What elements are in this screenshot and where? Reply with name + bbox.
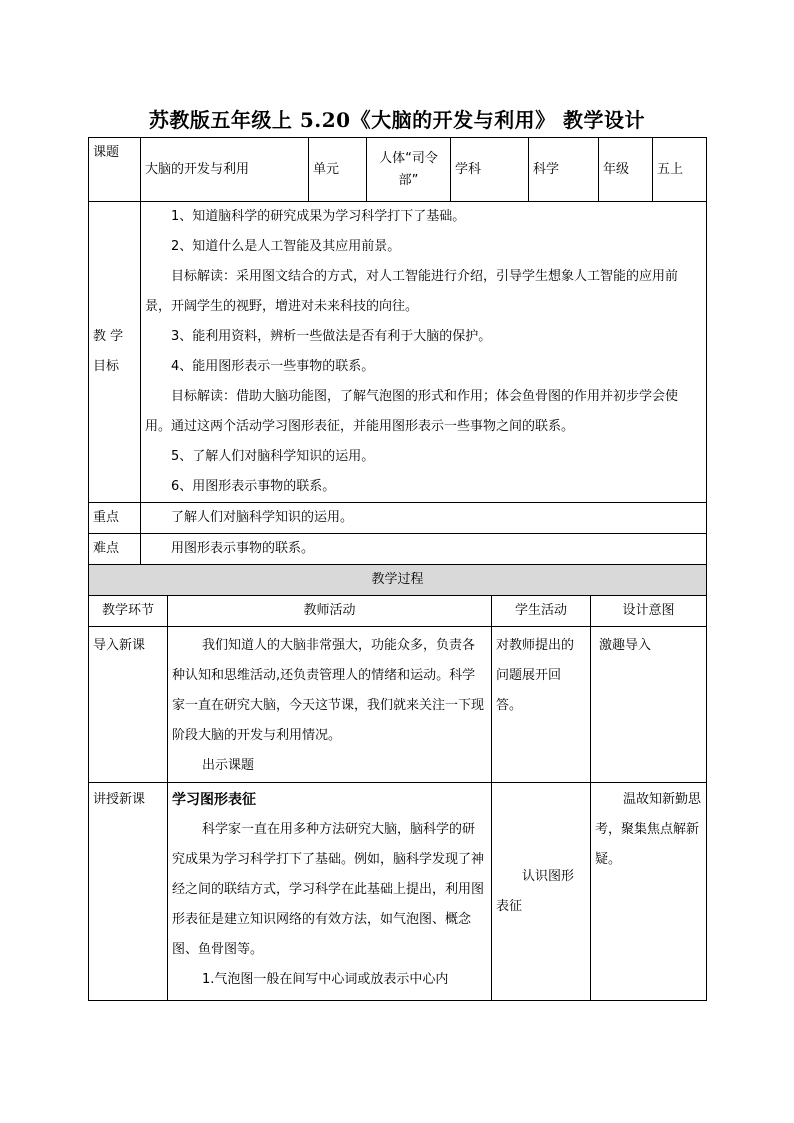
document-title: 苏教版五年级上 5.20《大脑的开发与利用》 教学设计 — [148, 108, 646, 132]
student-activity-cell: 认识图形表征 — [492, 783, 591, 1001]
stage-cell: 讲授新课 — [89, 783, 168, 1001]
objective-item: 2、知道什么是人工智能及其应用前景。 — [171, 239, 401, 254]
info-table — [88, 137, 707, 565]
key-point-label: 重点 — [89, 503, 141, 534]
key-point-value: 了解人们对脑科学知识的运用。 — [141, 503, 707, 534]
difficulty-value: 用图形表示事物的联系。 — [141, 534, 707, 565]
info-row — [89, 138, 707, 202]
column-header-teacher: 教师活动 — [168, 596, 492, 627]
table-row — [89, 627, 707, 783]
teacher-activity-cell — [168, 783, 492, 1001]
topic-label: 课题 — [89, 138, 141, 202]
teacher-paragraph: 1.气泡图一般在间写中心词或放表示中心内 — [202, 972, 449, 987]
column-header-student: 学生活动 — [492, 596, 591, 627]
objective-item: 1、知道脑科学的研究成果为学习科学打下了基础。 — [171, 209, 466, 224]
objective-item: 目标解读：借助大脑功能图，了解气泡图的形式和作用；体会鱼骨图的作用并初步学会使用。通过这两个活动学习图形表征，并能用图形表示一些事物之间的联系。 — [145, 389, 679, 434]
key-point-row — [89, 503, 707, 534]
lesson-plan-table — [88, 137, 706, 1001]
unit-value: 人体“司令部” — [367, 138, 451, 202]
objectives-content — [141, 202, 707, 503]
teacher-paragraph: 科学家一直在用多种方法研究大脑，脑科学的研究成果为学习科学打下了基础。例如，脑科学发现了神经之间的联结方式，学习科学在此基础上提出，利用图形表征是建立知识网络的有效方法，如气泡图、概念图、鱼骨图等。 — [172, 822, 485, 957]
difficulty-row — [89, 534, 707, 565]
difficulty-label: 难点 — [89, 534, 141, 565]
grade-value: 五上 — [653, 138, 707, 202]
student-activity-cell: 对教师提出的问题展开回答。 — [492, 627, 591, 783]
topic-value: 大脑的开发与利用 — [141, 138, 309, 202]
objective-item: 6、用图形表示事物的联系。 — [171, 479, 336, 494]
process-header: 教学过程 — [89, 565, 707, 596]
table-row — [89, 783, 707, 1001]
grade-label: 年级 — [599, 138, 653, 202]
teacher-heading: 学习图形表征 — [172, 792, 256, 808]
objectives-row — [89, 202, 707, 503]
subject-value: 科学 — [529, 138, 599, 202]
objective-item: 目标解读：采用图文结合的方式，对人工智能进行介绍，引导学生想象人工智能的应用前景，开阔学生的视野，增进对未来科技的向往。 — [145, 269, 679, 314]
subject-label: 学科 — [451, 138, 529, 202]
teacher-paragraph: 出示课题 — [202, 758, 255, 773]
objective-item: 5、了解人们对脑科学知识的运用。 — [171, 449, 375, 464]
objectives-label: 教 学 目标 — [89, 202, 141, 503]
column-header-stage: 教学环节 — [89, 596, 168, 627]
unit-label: 单元 — [309, 138, 367, 202]
teacher-paragraph: 我们知道人的大脑非常强大，功能众多，负责各种认知和思维活动,还负责管理人的情绪和运动。科学家一直在研究大脑，今天这节课，我们就来关注一下现阶段大脑的开发与利用情况。 — [172, 638, 485, 743]
design-intent-cell: 温故知新勤思考，聚集焦点解新疑。 — [591, 783, 707, 1001]
objective-item: 4、能用图形表示一些事物的联系。 — [171, 359, 375, 374]
teacher-activity-cell — [168, 627, 492, 783]
column-header-intent: 设计意图 — [591, 596, 707, 627]
design-intent-cell: 激趣导入 — [591, 627, 707, 783]
stage-cell: 导入新课 — [89, 627, 168, 783]
objective-item: 3、能利用资料，辨析一些做法是否有利于大脑的保护。 — [171, 329, 492, 344]
process-table — [88, 565, 707, 1001]
